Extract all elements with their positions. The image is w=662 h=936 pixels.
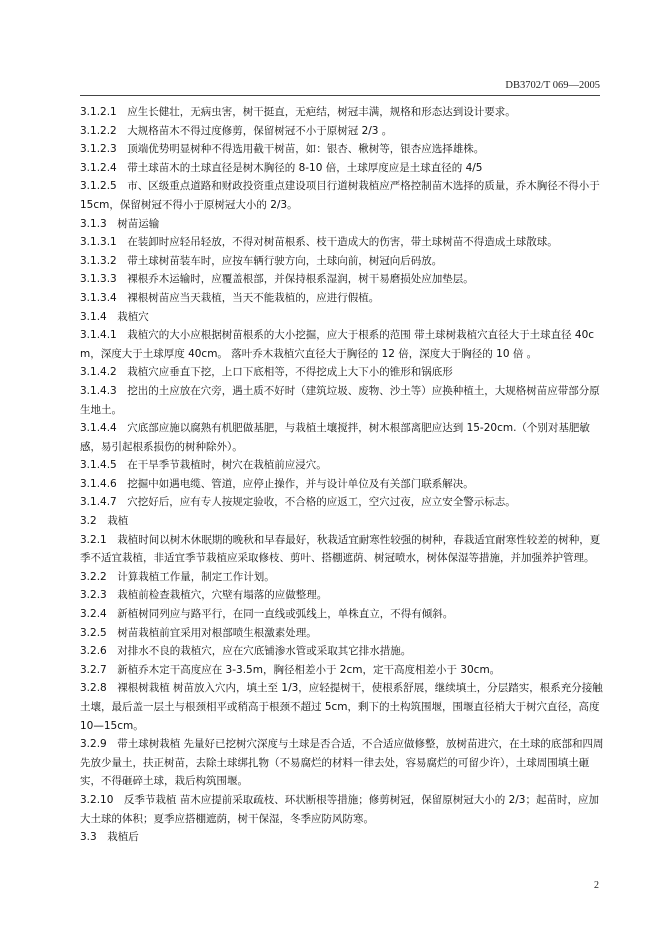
clause-3-1-3-2: 3.1.3.2 带土球树苗装车时，应按车辆行驶方向，土球向前，树冠向后码放。 — [80, 254, 443, 267]
clause-3-1-4-3: 3.1.4.3 挖出的土应放在穴旁，遇土质不好时（建筑垃圾、废物、沙土等）应换种植土，大规格树苗应带部分原生地土。 — [80, 384, 600, 416]
clause-3-1-3-4: 3.1.3.4 裸根树苗应当天栽植，当天不能栽植的，应进行假植。 — [80, 291, 380, 304]
clause-3-2-8: 3.2.8 裸根树栽植 树苗放入穴内，填土至 1/3，应轻提树干，使根系舒展，继续填土，分层踏实，根系充分接触土壤，最后盖一层土与根颈相平或稍高于根颈不超过 5cm，剩下的土构筑围堰，围堰直径梢大于树穴直径，高度 10—15cm。 — [80, 682, 603, 732]
clause-3-2-6: 3.2.6 对排水不良的栽植穴，应在穴底铺渗水管或采取其它排水措施。 — [80, 645, 412, 658]
clause-3-2-5: 3.2.5 树苗栽植前宜采用对根部喷生根激素处理。 — [80, 626, 317, 639]
clause-3-2-7: 3.2.7 新植乔木定干高度应在 3-3.5m，胸径相差小于 2cm，定干高度相差小于 30cm。 — [80, 663, 501, 676]
section-heading-3-1-3: 3.1.3 树苗运输 — [80, 217, 160, 230]
clause-3-1-4-2: 3.1.4.2 栽植穴应垂直下挖，上口下底相等，不得挖成上大下小的锥形和锅底形 — [80, 366, 453, 379]
clause-3-1-4-5: 3.1.4.5 在干旱季节栽植时，树穴在栽植前应浸穴。 — [80, 459, 327, 472]
clause-3-1-3-1: 3.1.3.1 在装卸时应轻吊轻放，不得对树苗根系、枝干造成大的伤害，带土球树苗不得造成土球散球。 — [80, 236, 558, 249]
clause-3-2-9: 3.2.9 带土球树栽植 先量好已挖树穴深度与土球是否合适，不合适应做修整，放树苗进穴，在土球的底部和四周先放少量土，扶正树苗，去除土球绑扎物（不易腐烂的材料一律去处，容易腐烂的可留少许），土球周围填土砸实，不得砸碎土球，栽后构筑围堰。 — [80, 738, 604, 788]
section-heading-3-3: 3.3 栽植后 — [80, 831, 139, 844]
clause-3-2-2: 3.2.2 计算栽植工作量，制定工作计划。 — [80, 570, 275, 583]
document-code: DB3702/T 069—2005 — [505, 80, 600, 91]
section-heading-3-1-4: 3.1.4 栽植穴 — [80, 310, 149, 323]
clause-3-1-2-4: 3.1.2.4 带土球苗木的土球直径是树木胸径的 8-10 倍，土球厚度应是土球直径的 4/5 — [80, 161, 483, 174]
clause-3-2-4: 3.2.4 新植树同列应与路平行，在同一直线或弧线上，单株直立，不得有倾斜。 — [80, 608, 454, 621]
clause-3-1-3-3: 3.1.3.3 裸根乔木运输时，应覆盖根部，并保持根系湿润，树干易磨损处应加垫层。 — [80, 273, 474, 286]
clause-3-1-2-2: 3.1.2.2 大规格苗木不得过度修剪，保留树冠不小于原树冠 2/3 。 — [80, 124, 393, 137]
clause-3-1-4-7: 3.1.4.7 穴挖好后，应有专人按规定验收，不合格的应返工，空穴过夜，应立安全警示标志。 — [80, 496, 516, 509]
clause-3-1-2-1: 3.1.2.1 应生长健壮，无病虫害，树干挺直，无疤结，树冠丰满，规格和形态达到设计要求。 — [80, 106, 516, 118]
clause-3-1-4-4: 3.1.4.4 穴底部应施以腐熟有机肥做基肥，与栽植土壤搅拌，树木根部离肥应达到 15-20cm.（个别对基肥敏感，易引起根系损伤的树种除外）。 — [80, 422, 590, 453]
section-heading-3-2: 3.2 栽植 — [80, 515, 129, 528]
clause-3-1-2-3: 3.1.2.3 顶端优势明显树种不得选用截干树苗，如：银杏、楸树等，银杏应选择雄株。 — [80, 143, 485, 156]
header-divider — [80, 95, 600, 96]
page-number: 2 — [594, 880, 599, 891]
document-body — [80, 103, 604, 847]
clause-3-1-2-5: 3.1.2.5 市、区级重点道路和财政投资重点建设项目行道树栽植应严格控制苗木选择的质量，乔木胸径不得小于 15cm，保留树冠不得小于原树冠大小的 2/3。 — [80, 180, 600, 211]
clause-3-2-1: 3.2.1 栽植时间以树木休眠期的晚秋和早春最好，秋栽适宜耐寒性较强的树种，春栽适宜耐寒性较差的树种，夏季不适宜栽植，非适宜季节栽植应采取修枝、剪叶、搭棚遮荫、树冠喷水，树体保湿等措施，并加强养护管理。 — [80, 533, 601, 565]
clause-3-2-10: 3.2.10 反季节栽植 苗木应提前采取疏枝、环状断根等措施；修剪树冠，保留原树冠大小的 2/3；起苗时，应加大土球的体积；夏季应搭棚遮荫，树干保湿，冬季应防风防寒。 — [80, 793, 599, 825]
clause-3-1-4-6: 3.1.4.6 挖掘中如遇电缆、管道，应停止操作，并与设计单位及有关部门联系解决。 — [80, 477, 474, 490]
clause-3-1-4-1: 3.1.4.1 栽植穴的大小应根据树苗根系的大小挖掘，应大于根系的范围 带土球树栽植穴直径大于土球直径 40cm，深度大于土球厚度 40cm。 落叶乔木栽植穴直径大于胸径的 12 倍，深度大于胸径的 10 倍 。 — [80, 329, 595, 360]
clause-3-2-3: 3.2.3 栽植前检查栽植穴，穴壁有塌落的应做整理。 — [80, 589, 328, 602]
